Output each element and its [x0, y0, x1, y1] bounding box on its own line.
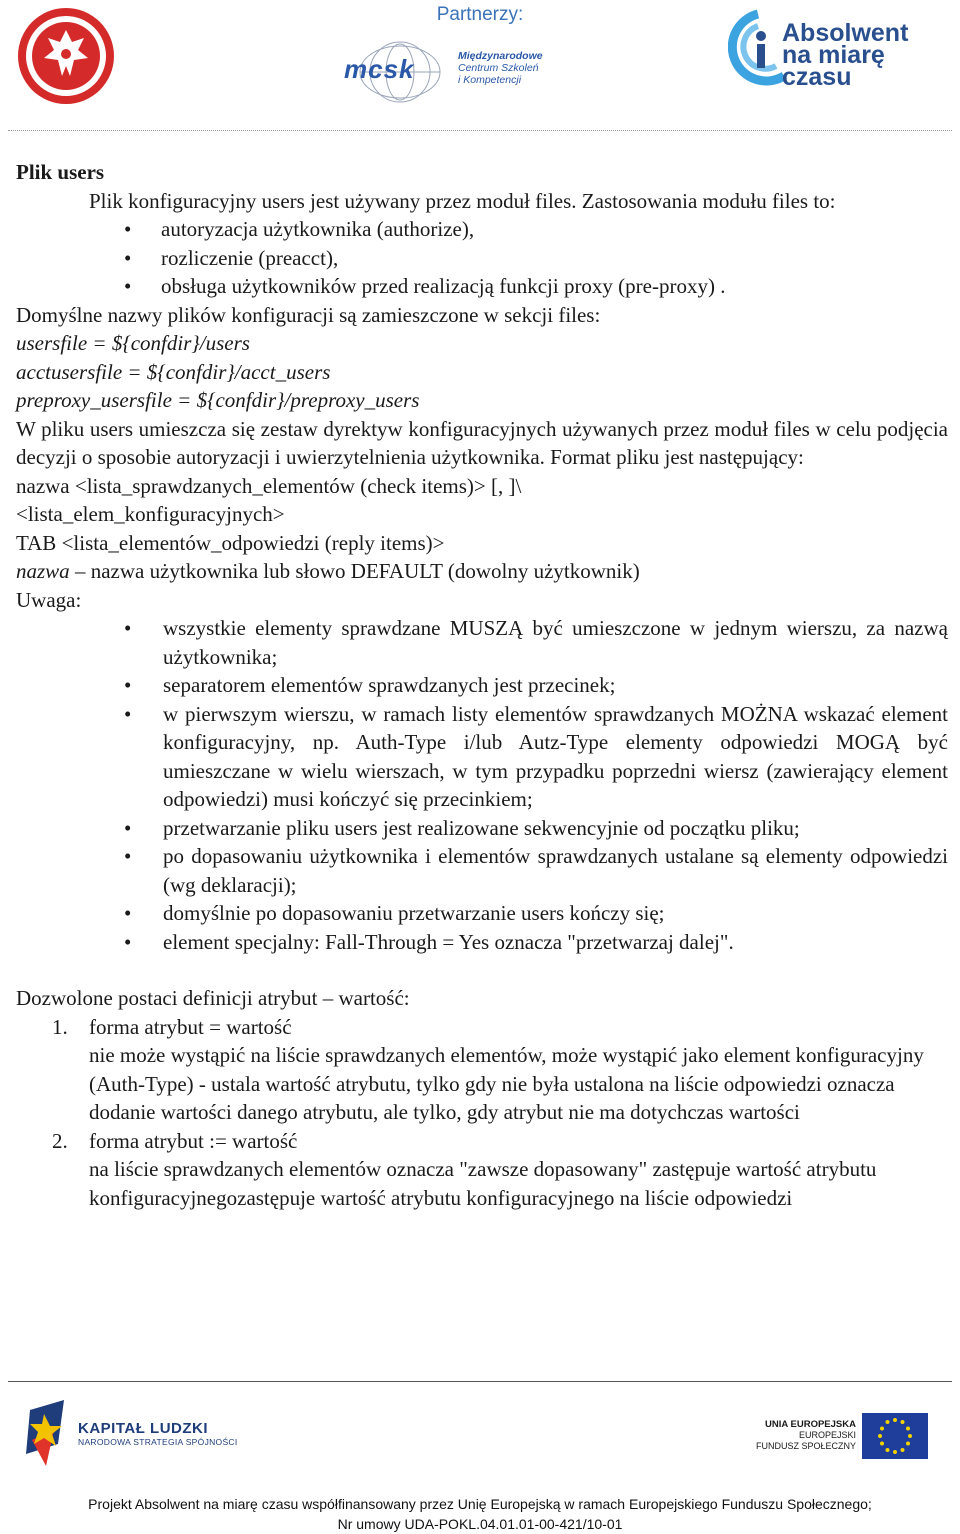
absolwent-logo-text: Absolwent na miarę czasu: [782, 19, 909, 91]
document-body: [16, 158, 948, 1212]
mcsk-logo: [338, 38, 570, 104]
config-line: usersfile = ${confdir}/users: [16, 331, 250, 355]
format-line: TAB <lista_elementów_odpowiedzi (reply items)>: [16, 530, 445, 555]
footer-line-project: Projekt Absolwent na miarę czasu współfinansowany przez Unię Europejską w ramach Europejskiego Funduszu Społecznego;: [88, 1496, 872, 1512]
form-text: nie może wystąpić na liście sprawdzanych elementów, może wystąpić jako element konfiguracyjny (Auth-Type) - ustala wartość atrybutu, tylko gdy nie była ustalona na liście odpowiedzi oznacza dodanie wartości danego atrybutu, ale tylko, gdy atrybut nie ma dotychczas wartości: [89, 1043, 924, 1124]
nazwa-term: nazwa: [16, 559, 70, 583]
form-title: forma atrybut := wartość: [89, 1128, 298, 1153]
form-title: forma atrybut = wartość: [89, 1014, 292, 1039]
kapital-ludzki-title: KAPITAŁ LUDZKI: [78, 1420, 209, 1437]
allowed-forms-label: Dozwolone postaci definicji atrybut – wartość:: [16, 986, 410, 1010]
notes-list: [16, 614, 948, 956]
list-item: [16, 1013, 948, 1127]
nazwa-description: – nazwa użytkownika lub słowo DEFAULT (dowolny użytkownik): [69, 559, 640, 583]
header-divider: [8, 130, 952, 131]
footer-text: [0, 1494, 960, 1534]
section-heading: Plik users: [16, 160, 105, 184]
footer-divider: [8, 1381, 952, 1382]
format-line: nazwa <lista_sprawdzanych_elementów (check items)> [, ]\: [16, 473, 522, 498]
footer-line-contract: Nr umowy UDA-POKL.04.01.01-00-421/10-01: [337, 1516, 623, 1532]
politechnika-logo: [12, 4, 120, 113]
list-number: 2.: [52, 1128, 68, 1153]
eu-logo-line: UNIA EUROPEJSKA: [765, 1419, 856, 1430]
eu-logo-line: EUROPEJSKI: [798, 1430, 856, 1440]
list-item: • rozliczenie (preacct),: [16, 244, 948, 273]
list-item: • element specjalny: Fall-Through = Yes oznacza "przetwarzaj dalej".: [16, 928, 948, 957]
list-item: • autoryzacja użytkownika (authorize),: [16, 215, 948, 244]
page-header: [0, 0, 960, 130]
list-number: 1.: [52, 1014, 68, 1039]
default-names-paragraph: Domyślne nazwy plików konfiguracji są zamieszczone w sekcji files:: [16, 302, 601, 327]
mcsk-logo-caption: Międzynarodowe Centrum Szkoleń i Kompetencji: [458, 50, 543, 86]
partners-title: Partnerzy:: [436, 4, 524, 25]
forms-list: [16, 1013, 948, 1213]
nazwa-definition: [16, 557, 948, 586]
mcsk-logo-text: mcsk: [344, 54, 415, 84]
eu-flag-icon: [862, 1413, 928, 1459]
absolwent-logo: [728, 6, 950, 98]
kapital-ludzki-logo: [24, 1400, 244, 1472]
eu-logo: [756, 1413, 931, 1461]
eu-logo-line: FUNDUSZ SPOŁECZNY: [756, 1441, 857, 1451]
config-line: acctusersfile = ${confdir}/acct_users: [16, 359, 331, 384]
list-item: • przetwarzanie pliku users jest realizowane sekwencyjnie od początku pliku;: [16, 814, 948, 843]
intro-paragraph: Plik konfiguracyjny users jest używany przez moduł files. Zastosowania modułu files to:: [89, 188, 836, 213]
list-item: • domyślnie po dopasowaniu przetwarzanie users kończy się;: [16, 899, 948, 928]
form-text: na liście sprawdzanych elementów oznacza "zawsze dopasowany" zastępuje wartość atrybutu konfiguracyjnegozastępuje wartość atrybutu konfiguracyjnego na liście odpowiedzi: [89, 1157, 877, 1210]
config-line: preproxy_usersfile = ${confdir}/preproxy_users: [16, 388, 420, 412]
list-item: [16, 1127, 948, 1213]
list-item: • w pierwszym wierszu, w ramach listy elementów sprawdzanych MOŻNA wskazać element konfiguracyjny, np. Auth-Type i/lub Autz-Type elementy odpowiedzi MOGĄ być umieszczane w wielu wierszach, w tym przypadku poprzedni wiersz (zawierający element odpowiedzi) musi kończyć się przecinkiem;: [16, 700, 948, 814]
uses-list: [16, 215, 948, 301]
list-item: • separatorem elementów sprawdzanych jest przecinek;: [16, 671, 948, 700]
note-label: Uwaga:: [16, 587, 82, 612]
list-item: • wszystkie elementy sprawdzane MUSZĄ być umieszczone w jednym wierszu, za nazwą użytkownika;: [16, 614, 948, 671]
format-line: <lista_elem_konfiguracyjnych>: [16, 502, 285, 526]
description-paragraph: W pliku users umieszcza się zestaw dyrektyw konfiguracyjnych używanych przez moduł files w celu podjęcia decyzji o sposobie autoryzacji i uwierzytelnienia użytkownika. Format pliku jest następujący:: [16, 416, 948, 469]
kapital-ludzki-subtitle: NARODOWA STRATEGIA SPÓJNOŚCI: [78, 1437, 238, 1447]
list-item: • po dopasowaniu użytkownika i elementów sprawdzanych ustalane są elementy odpowiedzi (wg deklaracji);: [16, 842, 948, 899]
list-item: • obsługa użytkowników przed realizacją funkcji proxy (pre-proxy) .: [16, 272, 948, 301]
